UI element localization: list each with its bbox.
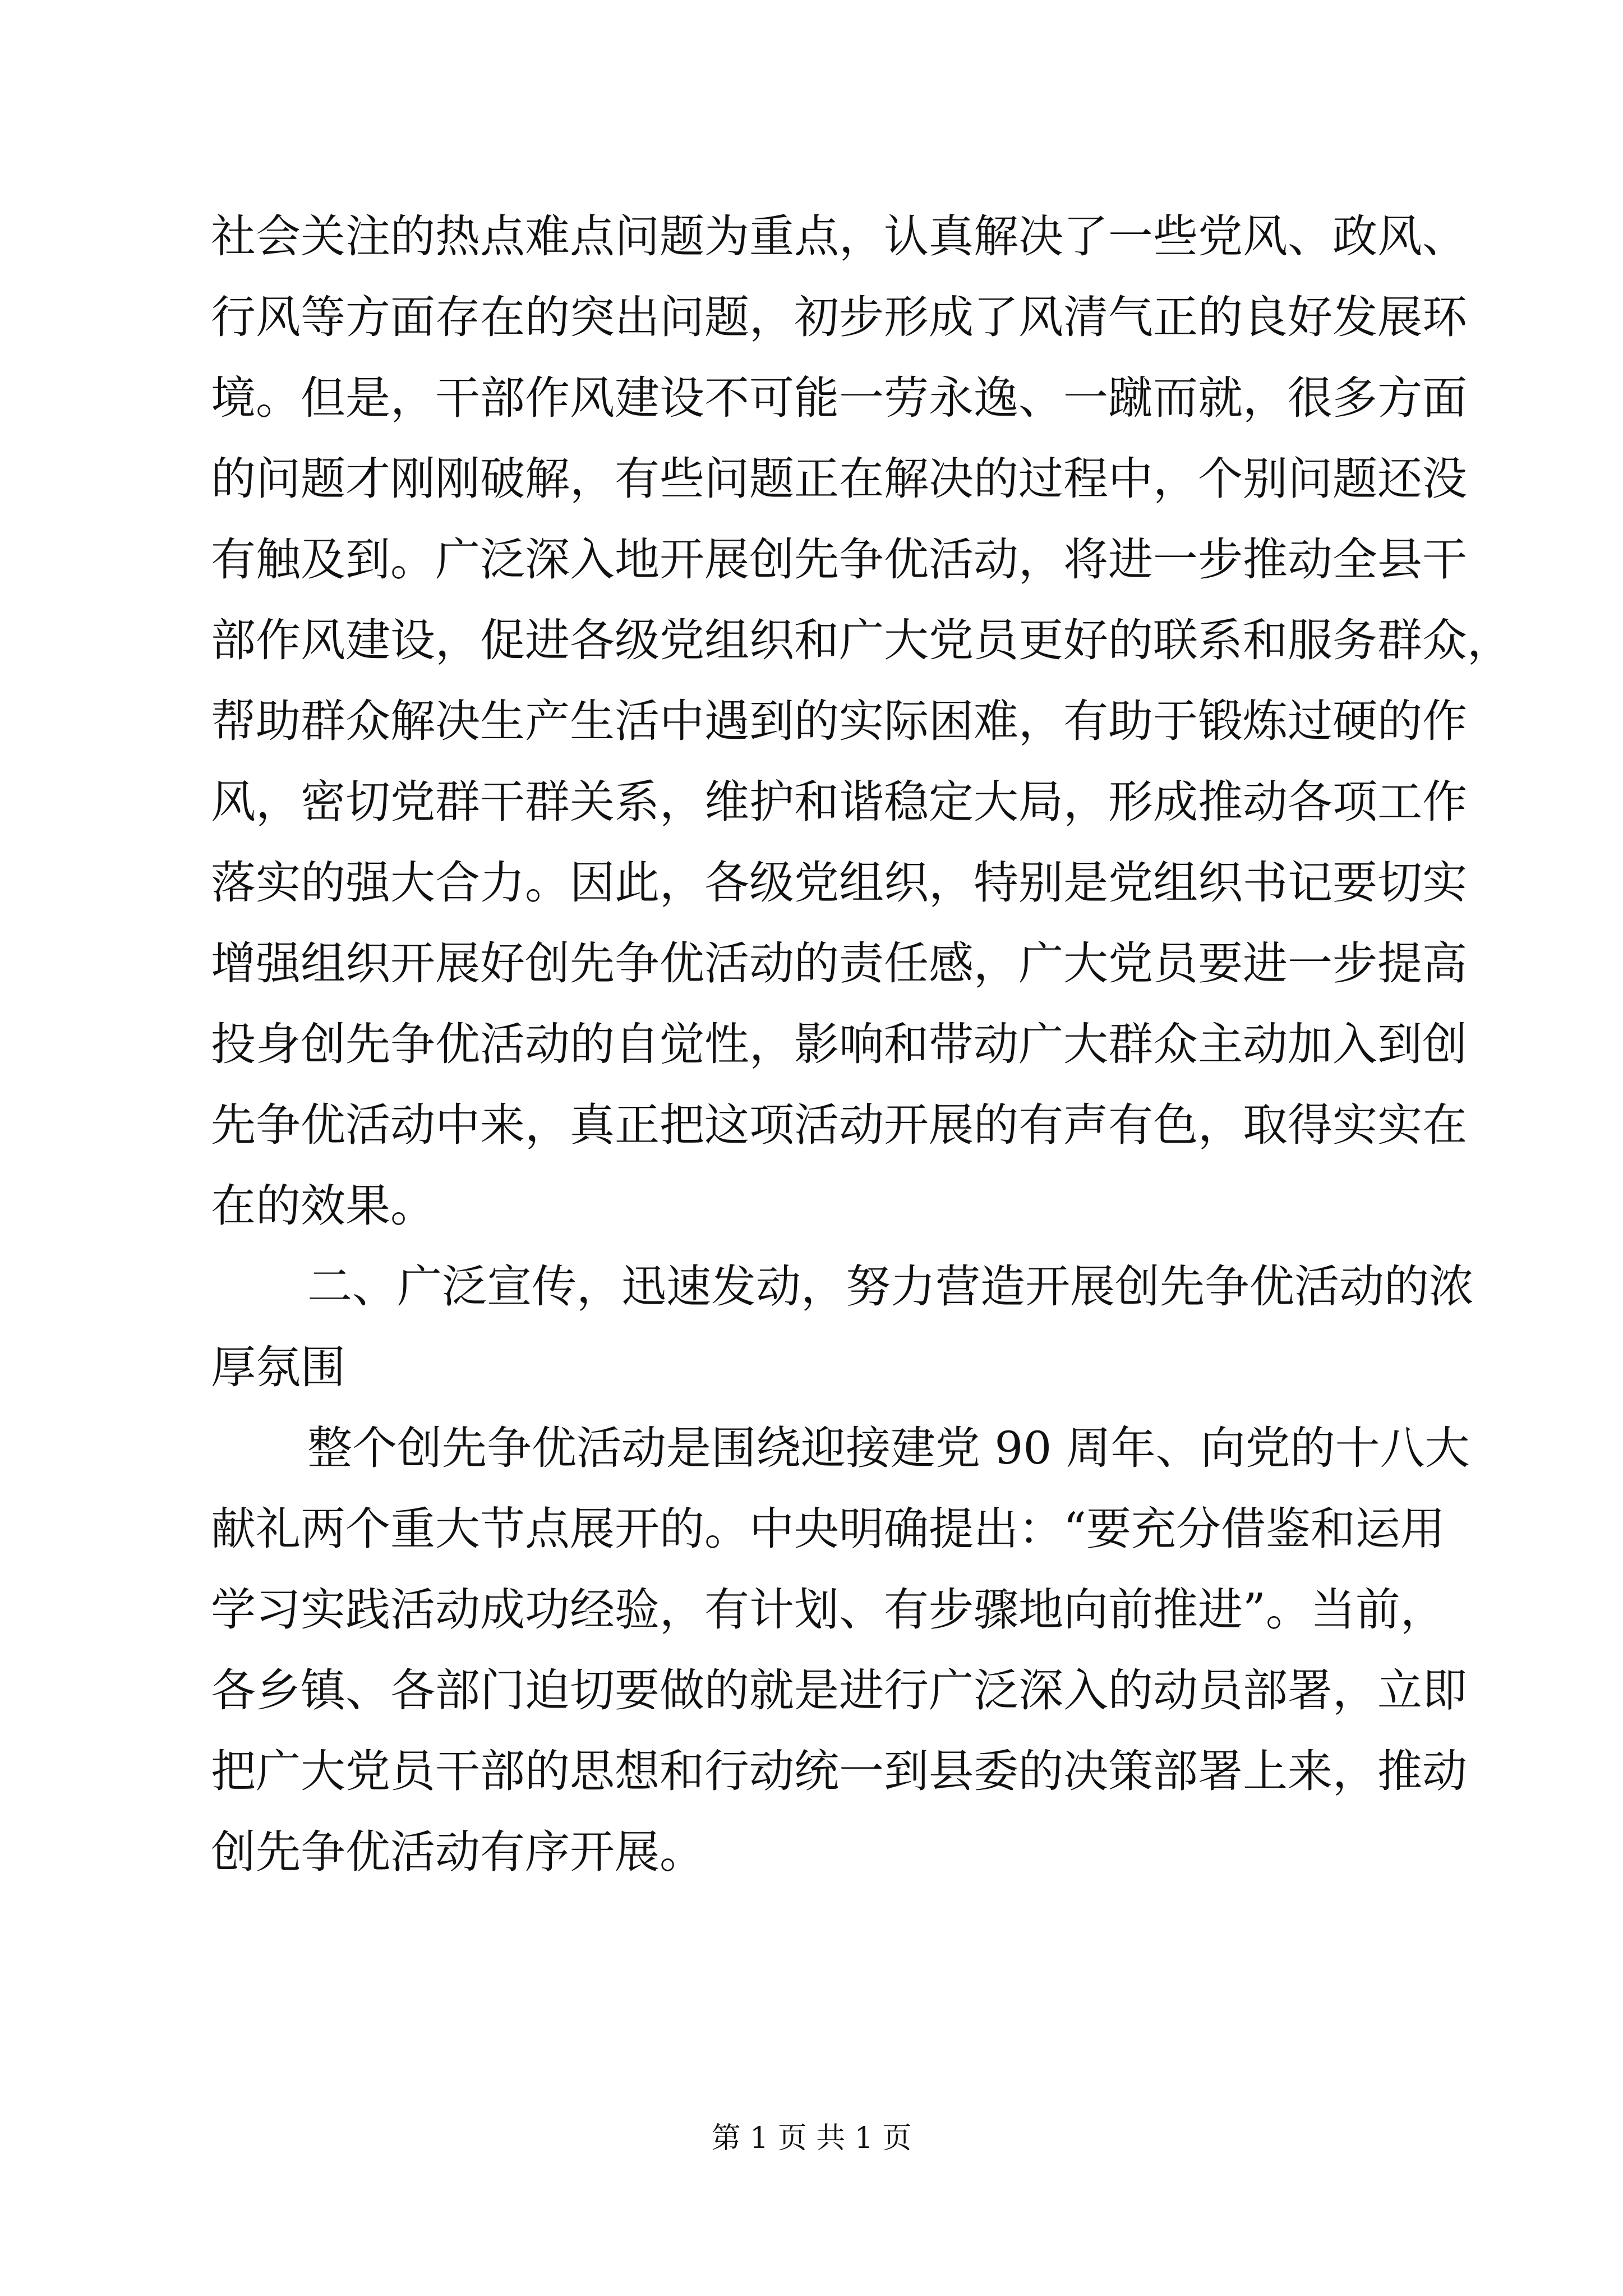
- section-heading-line: 二、广泛宣传，迅速发动，努力营造开展创先争优活动的浓: [307, 1260, 1474, 1313]
- text-line: 境。但是，干部作风建设不可能一劳永逸、一蹴而就，很多方面: [211, 372, 1467, 424]
- text-line: 有触及到。广泛深入地开展创先争优活动，将进一步推动全县干: [211, 533, 1467, 586]
- text-line: 落实的强大合力。因此，各级党组织，特别是党组织书记要切实: [211, 857, 1467, 909]
- text-line: 增强组织开展好创先争优活动的责任感，广大党员要进一步提高: [211, 937, 1467, 990]
- text-line: 的问题才刚刚破解，有些问题正在解决的过程中，个别问题还没: [211, 453, 1467, 505]
- section-heading-line: 厚氛围: [211, 1341, 345, 1393]
- text-line: 帮助群众解决生产生活中遇到的实际困难，有助于锻炼过硬的作: [211, 695, 1467, 747]
- text-line: 整个创先争优活动是围绕迎接建党 90 周年、向党的十八大: [307, 1422, 1470, 1474]
- text-line: 社会关注的热点难点问题为重点，认真解决了一些党风、政风、: [211, 210, 1467, 263]
- text-line: 各乡镇、各部门迫切要做的就是进行广泛深入的动员部署，立即: [211, 1664, 1467, 1717]
- text-line: 把广大党员干部的思想和行动统一到县委的决策部署上来，推动: [211, 1745, 1467, 1797]
- text-line: 学习实践活动成功经验，有计划、有步骤地向前推进”。当前，: [211, 1584, 1445, 1636]
- text-line: 创先争优活动有序开展。: [211, 1826, 704, 1878]
- text-line: 部作风建设，促进各级党组织和广大党员更好的联系和服务群众，: [211, 614, 1512, 666]
- text-line: 投身创先争优活动的自觉性，影响和带动广大群众主动加入到创: [211, 1018, 1467, 1070]
- text-line: 风，密切党群干群关系，维护和谐稳定大局，形成推动各项工作: [211, 776, 1467, 828]
- text-line: 行风等方面存在的突出问题，初步形成了风清气正的良好发展环: [211, 291, 1467, 343]
- text-line: 先争优活动中来，真正把这项活动开展的有声有色，取得实实在: [211, 1099, 1467, 1151]
- text-line: 在的效果。: [211, 1180, 435, 1232]
- page-footer: 第 1 页 共 1 页: [711, 2122, 912, 2155]
- text-line: 献礼两个重大节点展开的。中央明确提出：“要充分借鉴和运用: [211, 1503, 1445, 1555]
